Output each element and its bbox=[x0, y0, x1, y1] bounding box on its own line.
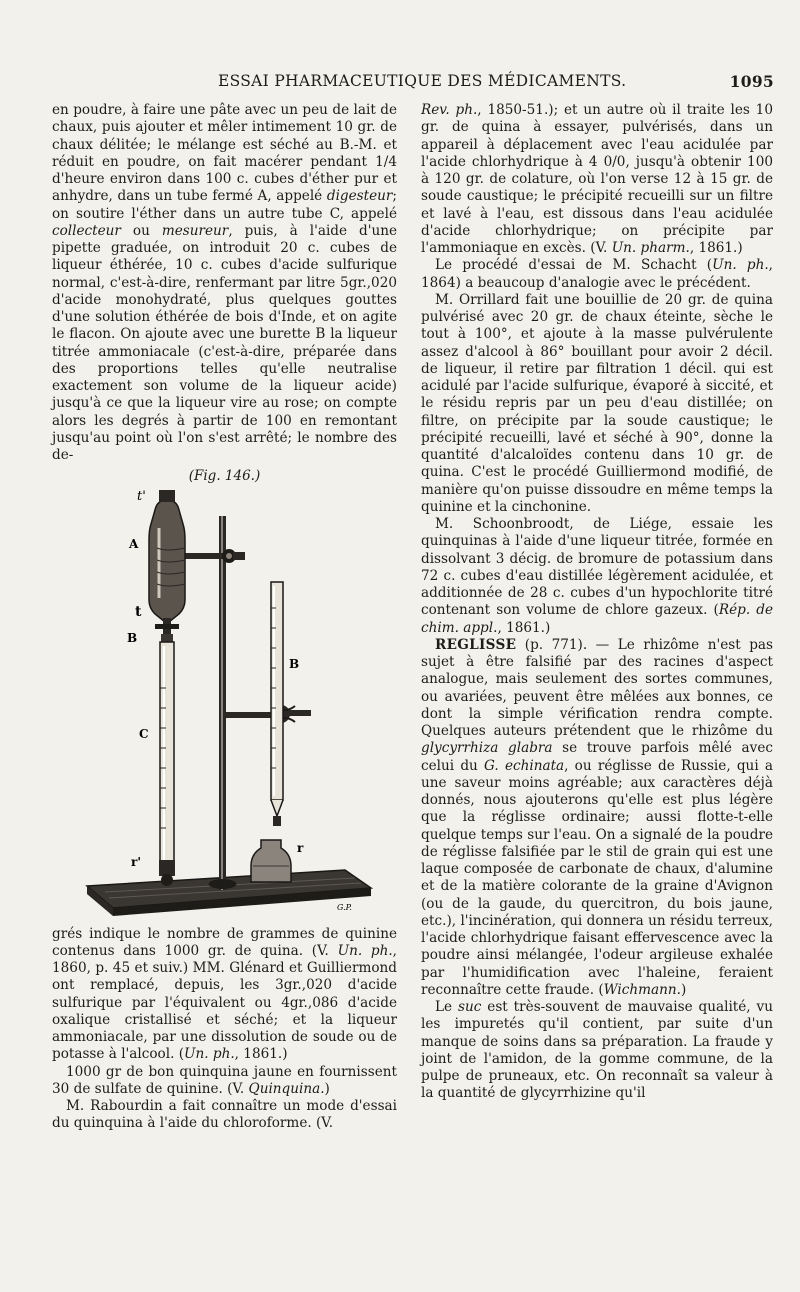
left-paragraph-1: en poudre, à faire une pâte avec un peu de lait de chaux, puis ajouter et mêler intimement 10 gr. de chaux délitée; le mélange est séché au B.-M. et réduit en poudre, on fait macérer pendant 1/4 d'heure environ dans 100 c. cubes d'éther pur et anhydre, dans un tube fermé A, appelé digesteur; on soutire l'éther dans un autre tube C, appelé collecteur ou mesureur, puis, à l'aide d'une pipette graduée, on introduit 20 c. cubes de liqueur éthérée, 10 c. cubes d'acide sulfurique normal, c'est-à-dire, renfermant par litre 5gr.,020 d'acide monohydraté, plus quelques gouttes d'une solution éthérée de bois d'Inde, et on agite le flacon. On ajoute avec une burette B la liqueur titrée ammoniacale (c'est-à-dire, préparée dans des proportions telles qu'elle neutralise exactement son volume de la liqueur acide) jusqu'à ce que la liqueur vire au rose; on compte alors les degrés à partir de 100 en remontant jusqu'au point où l'on s'est arrêté; le nombre des de- bbox=[52, 102, 398, 463]
headword-reglisse: REGLISSE bbox=[435, 636, 517, 653]
label-a: A bbox=[128, 536, 138, 551]
left-column bbox=[52, 102, 397, 1133]
left-paragraph-2: grés indique le nombre de grammes de quinine contenus dans 1000 gr. de quina. (V. Un. ph., 1860, p. 45 et suiv.) MM. Glénard et Guilliermond ont remplacé, depuis, les 3gr.,020 d'acide sulfurique par l'équivalent ou 4gr.,086 d'acide oxalique cristallisé et séché; et la liqueur ammoniacale, par une dissolution de soude ou de potasse à l'alcool. (Un. ph., 1861.) bbox=[52, 925, 397, 1063]
label-c: C bbox=[138, 726, 149, 741]
left-paragraph-4: M. Rabourdin a fait connaître un mode d'essai du quinquina à l'aide du chloroforme. (V. bbox=[52, 1098, 397, 1132]
running-head bbox=[58, 72, 774, 96]
label-r-right: r bbox=[296, 840, 303, 855]
stopcock-t bbox=[155, 618, 179, 642]
collector-tube-c bbox=[159, 642, 175, 886]
right-column bbox=[421, 102, 773, 1103]
label-t-mid: t bbox=[134, 603, 141, 620]
right-paragraph-5: REGLISSE (p. 771). — Le rhizôme n'est pas sujet à être falsifié par des racines d'aspect analogue, mais seulement des sortes communes, ou avariées, peuvent être mêlées aux bonnes, ce dont la simple vérification rendra compte. Quelques auteurs prétendent que le rhizôme du glycyrrhiza glabra se trouve parfois mêlé avec celui du G. echinata, ou réglisse de Russie, qui a une saveur moins agréable; aux caractères déjà donnés, nous ajouterons qu'elle est plus légère que la réglisse ordinaire; aussi flotte-t-elle quelque temps sur l'eau. On a signalé de la poudre de réglisse falsifiée par le stil de grain qui est une laque composée de carbonate de chaux, d'alumine et de la matière colorante de la graine d'Avignon (ou de la gaude, du quercitron, du bois jaune, etc.), l'incinération, qui donnera un résidu terreux, l'acide chlorhydrique faisant effervescence avec la poudre ainsi mélangée, l'odeur argileuse exhalée par l'humidification avec l'haleine, feraient reconnaître cette fraude. (Wichmann.) bbox=[421, 636, 774, 998]
apparatus-base bbox=[87, 870, 371, 916]
label-b-right: B bbox=[288, 656, 299, 671]
apparatus-figure bbox=[75, 488, 375, 926]
right-paragraph-3: M. Orrillard fait une bouillie de 20 gr. de quina pulvérisé avec 20 gr. de chaux éteinte, sèche le tout à 100°, et ajoute à la masse pulvérulente assez d'alcool à 86° bouillant pour avoir 2 décil. de liqueur, il retire par filtration 1 décil. qui est acidulé par l'acide sulfurique, évaporé à siccité, et le résidu repris par un peu d'eau distillée; on filtre, on précipite par la soude caustique; le précipité recueilli, lavé et séché à 90°, donne la quantité d'alcaloïdes contenu dans 10 gr. de quina. C'est le procédé Guilliermond modifié, de manière qu'on puisse dissoudre en même temps la quinine et la cinchonine. bbox=[421, 291, 773, 515]
engraver-signature: G.P. bbox=[336, 902, 352, 912]
page-number: 1095 bbox=[729, 72, 774, 91]
digester-tube-a bbox=[149, 490, 185, 622]
left-paragraph-3: 1000 gr de bon quinquina jaune en fournissent 30 de sulfate de quinine. (V. Quinquina.) bbox=[52, 1063, 397, 1097]
stand-rod bbox=[208, 516, 236, 890]
receiving-flask bbox=[251, 840, 291, 882]
page-title: ESSAI PHARMACEUTIQUE DES MÉDICAMENTS. bbox=[218, 72, 627, 90]
burette-clamp bbox=[223, 705, 311, 723]
right-paragraph-6: Le suc est très-souvent de mauvaise qualité, vu les impuretés qu'il contient, par suite d'un manque de soins dans sa préparation. La fraude y joint de l'amidon, de la gomme commune, de la pulpe de pruneaux, etc. On reconnaît sa valeur à la quantité de glycyrrhizine qu'il bbox=[421, 999, 773, 1102]
right-paragraph-2: Le procédé d'essai de M. Schacht (Un. ph., 1864) a beaucoup d'analogie avec le précédent. bbox=[421, 257, 773, 291]
right-paragraph-1: Rev. ph., 1850-51.); et un autre où il traite les 10 gr. de quina à essayer, pulvérisés, dans un appareil à déplacement avec l'eau acidulée par l'acide chlorhydrique à 4 0/0, jusqu'à obtenir 100 à 120 gr. de colature, où l'on verse 12 à 15 gr. de soude caustique; le précipité recueilli sur un filtre et lavé à l'eau, est dissous dans l'eau acidulée d'acide chlorhydrique; on précipite par l'ammoniaque en excès. (V. Un. pharm., 1861.) bbox=[421, 102, 773, 256]
figure-caption: (Fig. 146.) bbox=[188, 468, 261, 485]
burette-b bbox=[271, 582, 283, 826]
label-t-top: t' bbox=[136, 488, 146, 504]
label-b-left: B bbox=[126, 630, 137, 645]
label-r-left: r' bbox=[130, 854, 141, 869]
right-paragraph-4: M. Schoonbroodt, de Liége, essaie les quinquinas à l'aide d'une liqueur titrée, formée en dissolvant 3 décig. de bromure de potassium dans 72 c. cubes d'eau distillée légèrement acidulée, et additionnée de 28 c. cubes d'un hypochlorite titré contenant son volume de chlore gazeux. (Rép. de chim. appl., 1861.) bbox=[421, 516, 773, 636]
